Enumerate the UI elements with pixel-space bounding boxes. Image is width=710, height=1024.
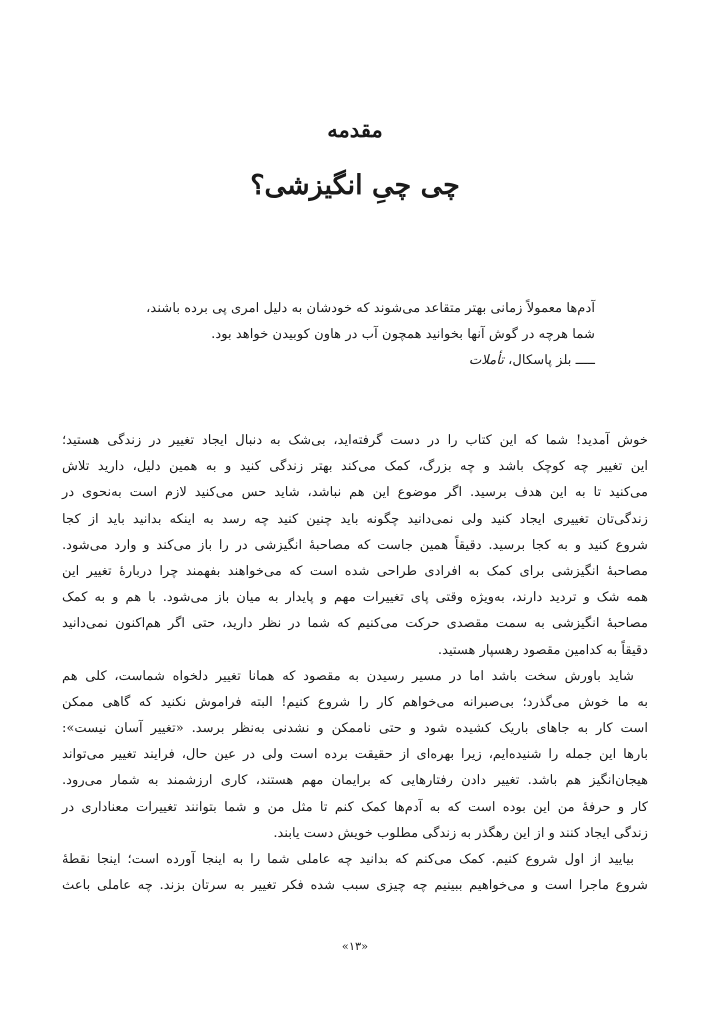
text-line: به ما خوش می‌گذرد؛ بی‌صبرانه می‌خواهم کار را شروع کنیم! البته فراموش نکنید که گاهی ممکن (62, 694, 648, 710)
body-text (62, 428, 648, 899)
text-line: مصاحبهٔ انگیزشی برای کمک به افرادی طراحی شده است که می‌خواهند بفهمند چرا دربارهٔ تغییر این (62, 563, 648, 579)
text-line: زندگی‌تان تغییری ایجاد کنید ولی نمی‌دانید چگونه باید چنین کنید چه رسد به اینکه بدانید باید از کجا (62, 511, 648, 527)
text-line: هیجان‌انگیز هم باشد. تغییر دادن رفتارهایی که برایمان مهم هستند، کاری ارزشمند به شمار می‌رود. (62, 773, 648, 789)
text-line: بیایید از اول شروع کنیم. کمک می‌کنم که بدانید چه عاملی شما را به اینجا آورده است؛ اینجا نقطهٔ (62, 852, 634, 867)
text-line: شاید باورش سخت باشد اما در مسیر رسیدن به مقصود که همانا تغییر دلخواه شماست، کلی هم (62, 668, 634, 684)
text-line: کار و حرفهٔ من این بوده است که به آدم‌ها کمک کنم تا مثل من و شما بتوانند تغییرات معناداری در (62, 799, 648, 815)
text-line: زندگی ایجاد کنند و از این رهگذر به زندگی مطلوب خویش دست یابند. (273, 825, 648, 841)
text-line: خوش آمدید! شما که این کتاب را در دست گرفته‌اید، بی‌شک به دنبال ایجاد تغییر در زندگی هستید؛ (62, 433, 648, 448)
epigraph-attribution (115, 348, 595, 374)
text-line: شروع کنید و به کجا برسید. دقیقاً همین جاست که مصاحبهٔ انگیزشی در را باز می‌کند و وارد می‌شود. (62, 537, 648, 553)
text-line: این تغییر چه کوچک باشد و چه بزرگ، کمک می‌کند بهتر زندگی کنید و به همین دلیل، دارید تلاش (62, 459, 648, 475)
text-line: می‌کنید تا به این هدف برسید. اگر موضوع این هم نباشد، شاید حس می‌کنید لازم است به‌نحوی در (62, 485, 648, 501)
text-line: همه شک و تردید دارند، به‌ویژه وقتی پای تغییرات مهم و پایدار به میان باز می‌شود. با هم و به کمک (62, 590, 648, 606)
text-line: بارها این جمله را شنیده‌ایم، زیرا بهره‌ای از حقیقت برده است ولی در عین حال، فرایند تغییر می‌تواند (62, 747, 648, 763)
chapter-title: چی چیِ انگیزشی؟ (250, 170, 460, 201)
attribution-work: تأملات (468, 353, 504, 368)
text-line: است کار به جاهای باریک کشیده شود و حتی ناممکن و نشدنی به‌نظر برسد. «تغییر آسان نیست»: (62, 721, 648, 737)
chapter-label: مقدمه (327, 117, 383, 142)
epigraph-line: شما هرچه در گوش آنها بخوانید همچون آب در هاون کوبیدن خواهد بود. (211, 327, 595, 342)
text-line: مصاحبهٔ انگیزشی به سمت مقصدی حرکت می‌کنیم که شما در نظر دارید، حتی اگر هم‌اکنون نمی‌دانید (62, 616, 648, 632)
attribution-author: ـــــ بلز پاسکال، (503, 353, 595, 368)
text-line: دقیقاً به کدامین مقصود رهسپار هستید. (437, 642, 648, 658)
epigraph (115, 296, 595, 374)
page-number: «۱۳» (341, 939, 369, 953)
epigraph-line: آدم‌ها معمولاً زمانی بهتر متقاعد می‌شوند که خودشان به دلیل امری پی برده باشند، (146, 301, 595, 316)
text-line: شروع ماجرا است و می‌خواهیم ببینیم چه چیزی سبب شده فکر تغییر به سرتان بزند. چه عاملی باعث (62, 878, 648, 894)
